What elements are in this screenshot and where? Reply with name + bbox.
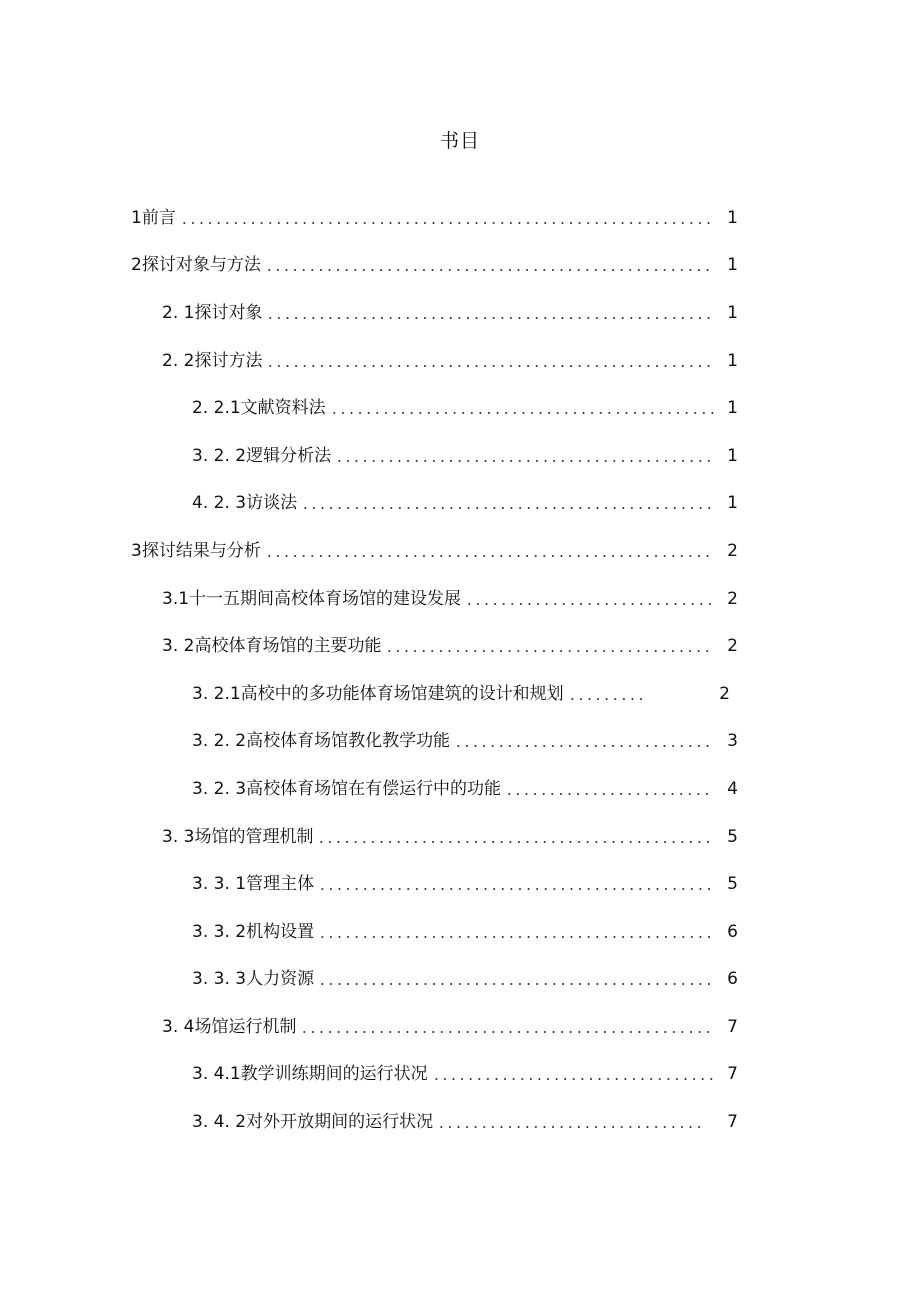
toc-entry-text: 2. 1探讨对象 — [162, 302, 263, 323]
dot-leader — [266, 317, 714, 319]
toc-entry[interactable] — [0, 670, 920, 718]
toc-page-number: 7 — [727, 1064, 738, 1085]
dot-leader — [330, 412, 714, 414]
toc-entry-text: 3. 2.1高校中的多功能体育场馆建筑的设计和规划 — [192, 683, 564, 704]
toc-entry-text: 4. 2. 3访谈法 — [192, 493, 298, 514]
toc-page-number: 2 — [727, 540, 738, 561]
toc-page-number: 2 — [727, 636, 738, 657]
toc-entry[interactable] — [0, 1051, 920, 1099]
toc-page-number: 1 — [727, 350, 738, 371]
toc-page-number: 1 — [727, 302, 738, 323]
toc-entry-text: 2. 2探讨方法 — [162, 350, 263, 371]
toc-entry-text: 3. 4. 2对外开放期间的运行状况 — [192, 1112, 434, 1133]
toc-entry-text: 3探讨结果与分析 — [131, 540, 261, 561]
toc-entry-text: 3. 3. 1管理主体 — [192, 874, 315, 895]
toc-entry[interactable] — [0, 860, 920, 908]
dot-leader — [317, 841, 714, 843]
toc-entry-text: 3. 2. 2高校体育场馆教化教学功能 — [192, 731, 451, 752]
dot-leader — [265, 555, 714, 557]
toc-entry-text: 3. 4场馆运行机制 — [162, 1016, 297, 1037]
dot-leader — [454, 745, 714, 747]
toc-entry-text: 3. 2. 3高校体育场馆在有偿运行中的功能 — [192, 778, 502, 799]
toc-entry-text: 2探讨对象与方法 — [131, 255, 261, 276]
toc-entry-text: 3. 3. 3人力资源 — [192, 969, 315, 990]
dot-leader — [318, 888, 714, 890]
toc-entry-text: 3.1十一五期间高校体育场馆的建设发展 — [162, 588, 462, 609]
dot-leader — [432, 1078, 714, 1080]
table-of-contents — [0, 194, 920, 1146]
toc-page-number: 7 — [727, 1016, 738, 1037]
toc-entry[interactable] — [0, 432, 920, 480]
toc-entry[interactable] — [0, 337, 920, 385]
toc-page-number: 5 — [727, 874, 738, 895]
toc-page-number: 1 — [727, 445, 738, 466]
dot-leader — [265, 269, 714, 271]
dot-leader — [266, 365, 714, 367]
toc-entry-text: 1前言 — [131, 207, 176, 228]
toc-page-number: 6 — [727, 921, 738, 942]
dot-leader — [465, 603, 714, 605]
dot-leader — [180, 222, 714, 224]
toc-entry-text: 2. 2.1文献资料法 — [192, 398, 326, 419]
dot-leader — [568, 698, 644, 700]
toc-page-number: 2 — [719, 683, 730, 704]
toc-page-number: 1 — [727, 255, 738, 276]
toc-entry[interactable] — [0, 622, 920, 670]
toc-page-number: 3 — [727, 731, 738, 752]
dot-leader — [318, 936, 714, 938]
toc-entry-text: 3. 3. 2机构设置 — [192, 921, 315, 942]
toc-page-number: 1 — [727, 207, 738, 228]
dot-leader — [505, 793, 714, 795]
dot-leader — [318, 983, 714, 985]
toc-entry[interactable] — [0, 289, 920, 337]
toc-entry[interactable] — [0, 765, 920, 813]
dot-leader — [300, 1031, 714, 1033]
toc-entry-text: 3. 2高校体育场馆的主要功能 — [162, 636, 382, 657]
toc-entry[interactable] — [0, 1098, 920, 1146]
toc-page-number: 7 — [727, 1112, 738, 1133]
toc-entry[interactable] — [0, 480, 920, 528]
toc-page-number: 1 — [727, 493, 738, 514]
toc-entry[interactable] — [0, 384, 920, 432]
toc-page-number: 4 — [727, 778, 738, 799]
toc-page-number: 1 — [727, 398, 738, 419]
toc-page-number: 5 — [727, 826, 738, 847]
toc-entry-text: 3. 4.1教学训练期间的运行状况 — [192, 1064, 428, 1085]
toc-entry[interactable] — [0, 242, 920, 290]
toc-page-number: 6 — [727, 969, 738, 990]
dot-leader — [437, 1126, 704, 1128]
dot-leader — [301, 507, 714, 509]
toc-entry[interactable] — [0, 1003, 920, 1051]
toc-entry[interactable] — [0, 908, 920, 956]
toc-entry[interactable] — [0, 194, 920, 242]
toc-entry[interactable] — [0, 718, 920, 766]
toc-entry[interactable] — [0, 813, 920, 861]
toc-entry-text: 3. 3场馆的管理机制 — [162, 826, 314, 847]
page-title: 书目 — [439, 130, 480, 152]
dot-leader — [385, 650, 714, 652]
dot-leader — [335, 460, 714, 462]
toc-page-number: 2 — [727, 588, 738, 609]
toc-entry[interactable] — [0, 527, 920, 575]
toc-entry[interactable] — [0, 956, 920, 1004]
toc-entry-text: 3. 2. 2逻辑分析法 — [192, 445, 332, 466]
toc-entry[interactable] — [0, 575, 920, 623]
